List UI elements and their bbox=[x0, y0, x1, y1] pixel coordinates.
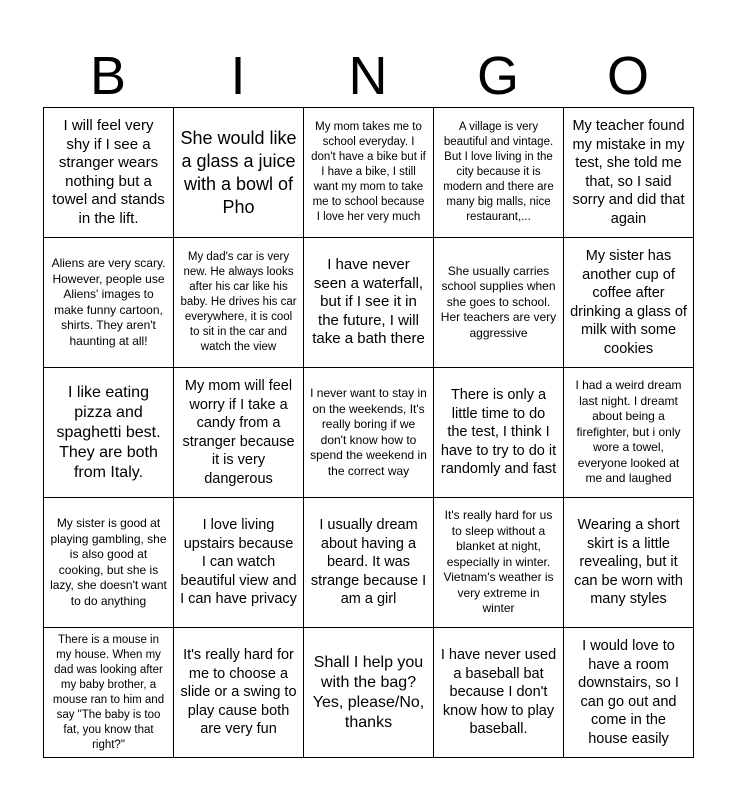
cell-text: There is only a little time to do the test, I think I have to try to do it randomly and fast bbox=[440, 387, 557, 478]
cell-text: It's really hard for us to sleep without a blanket at night, especially in winter. Vietnam's weather is very extreme in winter bbox=[443, 508, 554, 616]
cell-text: She usually carries school supplies when she goes to school. Her teachers are very aggressive bbox=[440, 263, 557, 340]
cell-text: She would like a glass a juice with a bowl of Pho bbox=[180, 127, 297, 217]
bingo-cell[interactable] bbox=[174, 498, 304, 628]
bingo-cell[interactable] bbox=[564, 628, 694, 758]
header-letter-n: N bbox=[348, 46, 388, 106]
bingo-cell[interactable] bbox=[304, 368, 434, 498]
bingo-cell[interactable] bbox=[304, 238, 434, 368]
cell-text: Wearing a short skirt is a little revealing, but it can be worn with many styles bbox=[574, 517, 683, 608]
bingo-cell[interactable] bbox=[174, 368, 304, 498]
bingo-cell[interactable] bbox=[44, 368, 174, 498]
bingo-cell[interactable] bbox=[44, 498, 174, 628]
bingo-cell[interactable] bbox=[304, 628, 434, 758]
cell-text: I have never used a baseball bat because I don't know how to play baseball. bbox=[440, 647, 557, 738]
bingo-cell[interactable] bbox=[174, 628, 304, 758]
bingo-cell[interactable] bbox=[434, 108, 564, 238]
cell-text: It's really hard for me to choose a slide or a swing to play cause both are very fun bbox=[180, 647, 297, 738]
cell-text: I would love to have a room downstairs, so I can go out and come in the house easily bbox=[578, 638, 679, 747]
header-letter-i: I bbox=[230, 46, 246, 106]
cell-text: My mom will feel worry if I take a candy from a stranger because it is very dangerous bbox=[182, 378, 295, 487]
cell-text: I will feel very shy if I see a stranger wears nothing but a towel and stands in the lift. bbox=[52, 117, 165, 227]
bingo-cell[interactable] bbox=[44, 628, 174, 758]
bingo-header bbox=[43, 44, 693, 108]
cell-text: My dad's car is very new. He always looks after his car like his baby. He drives his car everywhere, it is cool to sit in the car and watch the view bbox=[180, 251, 297, 353]
cell-text: I never want to stay in on the weekends, It's really boring if we don't know how to spend the weekend in the correct way bbox=[310, 386, 427, 478]
bingo-card-grid bbox=[43, 107, 694, 758]
bingo-cell[interactable] bbox=[564, 368, 694, 498]
cell-text: My mom takes me to school everyday. I don't have a bike but if I have a bike, I still want my mom to take me to school because I love her very much bbox=[311, 121, 426, 223]
cell-text: Shall I help you with the bag? Yes, please/No, thanks bbox=[312, 653, 425, 731]
bingo-cell[interactable] bbox=[434, 628, 564, 758]
cell-text: I usually dream about having a beard. It was strange because I am a girl bbox=[310, 517, 427, 608]
bingo-cell[interactable] bbox=[304, 108, 434, 238]
bingo-cell[interactable] bbox=[434, 368, 564, 498]
bingo-cell[interactable] bbox=[564, 108, 694, 238]
bingo-cell[interactable] bbox=[304, 498, 434, 628]
cell-text: There is a mouse in my house. When my dad was looking after my baby brother, a mouse ran to him and say "The baby is too fat, you know that right?" bbox=[52, 633, 165, 751]
bingo-cell[interactable] bbox=[174, 108, 304, 238]
bingo-cell[interactable] bbox=[564, 498, 694, 628]
bingo-cell[interactable] bbox=[44, 238, 174, 368]
cell-text: I had a weird dream last night. I dreamt about being a firefighter, but i only wore a towel, everyone looked at me and laughed bbox=[575, 378, 682, 486]
bingo-cell[interactable] bbox=[434, 238, 564, 368]
cell-text: I have never seen a waterfall, but if I see it in the future, I will take a bath there bbox=[312, 256, 425, 348]
bingo-cell[interactable] bbox=[564, 238, 694, 368]
bingo-cell[interactable] bbox=[44, 108, 174, 238]
cell-text: My teacher found my mistake in my test, she told me that, so I said sorry and did that again bbox=[572, 118, 685, 227]
cell-text: Aliens are very scary. However, people use Aliens' images to make funny cartoon, shirts. They aren't haunting at all! bbox=[51, 256, 166, 348]
header-letter-o: O bbox=[606, 46, 649, 106]
cell-text: I love living upstairs because I can watch beautiful view and I can have privacy bbox=[180, 517, 297, 608]
bingo-cell[interactable] bbox=[174, 238, 304, 368]
cell-text: My sister is good at playing gambling, she is also good at cooking, but she is lazy, she doesn't want to do anything bbox=[50, 516, 167, 608]
header-letter-g: G bbox=[476, 46, 519, 106]
header-letter-b: B bbox=[89, 46, 127, 106]
cell-text: My sister has another cup of coffee after drinking a glass of milk with some cookies bbox=[570, 248, 687, 357]
cell-text: I like eating pizza and spaghetti best. They are both from Italy. bbox=[56, 383, 161, 481]
bingo-cell[interactable] bbox=[434, 498, 564, 628]
cell-text: A village is very beautiful and vintage. But I love living in the city because it is modern and there are many big malls, nice restaurant,... bbox=[443, 121, 554, 223]
